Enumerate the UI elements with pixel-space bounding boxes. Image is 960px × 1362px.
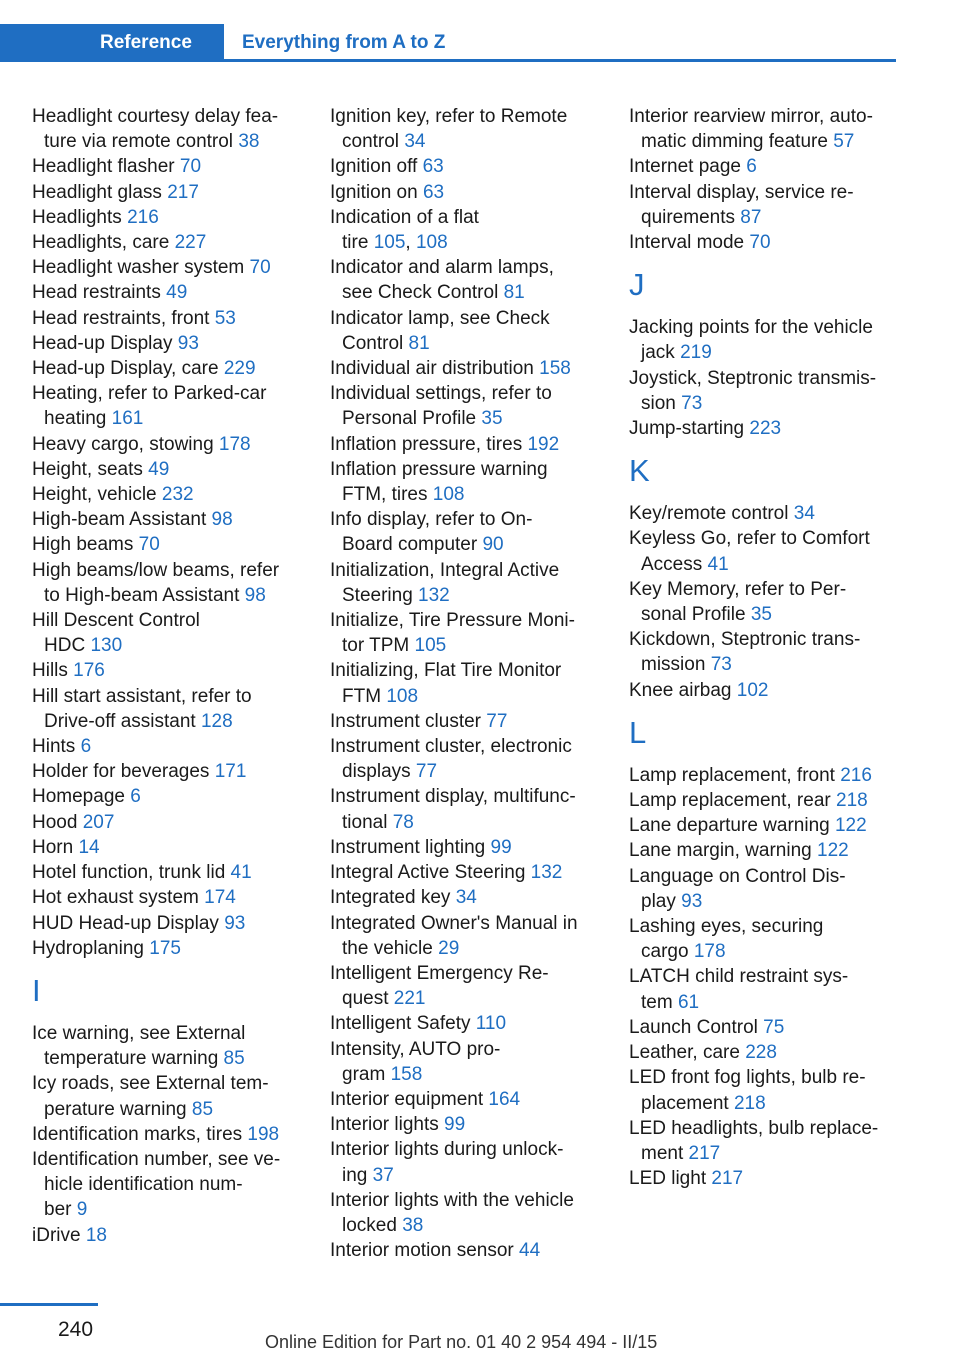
index-entry-term: High beams — [32, 534, 139, 556]
index-entry — [330, 558, 602, 608]
index-entry — [629, 577, 901, 627]
page-reference-link[interactable]: 176 — [73, 660, 105, 682]
page-reference-link[interactable]: 102 — [736, 679, 769, 701]
page-reference-link[interactable]: 81 — [503, 282, 525, 304]
page-reference-link[interactable]: 99 — [490, 836, 512, 858]
page-reference-link[interactable]: 108 — [386, 685, 419, 707]
index-entry-term: HUD Head-up Display — [32, 912, 225, 934]
index-entry — [32, 558, 304, 608]
page-reference-link[interactable]: 93 — [177, 332, 199, 354]
index-entry-term: Interior rearview mirror, auto‐ matic dimming feature — [629, 106, 873, 153]
index-entry-term: Info display, refer to On- Board computer — [330, 509, 533, 556]
page-reference-link[interactable]: 34 — [404, 131, 426, 153]
index-entry-term: High-beam Assistant — [32, 509, 212, 531]
index-entry-term: Leather, care — [629, 1042, 746, 1064]
index-entry-term: LED front fog lights, bulb re‐ placement — [629, 1067, 866, 1114]
index-entry — [629, 230, 901, 255]
page-reference-link[interactable]: 174 — [204, 887, 236, 909]
page-reference-link[interactable]: 130 — [90, 635, 123, 657]
index-entry — [330, 1011, 602, 1036]
page-reference-link[interactable]: 158 — [539, 358, 571, 380]
index-entry-term: Hills — [32, 660, 74, 682]
page-reference-link[interactable]: 53 — [214, 307, 236, 329]
index-entry — [32, 482, 304, 507]
page-reference-link[interactable]: 93 — [681, 890, 703, 912]
page-reference-link[interactable]: 35 — [750, 604, 772, 626]
index-entry-term: Indication of a flat tire — [330, 206, 479, 254]
index-entry-term: Ignition off — [330, 156, 423, 178]
page-reference-link[interactable]: 158 — [390, 1063, 423, 1085]
index-entry — [629, 964, 901, 1014]
index-entry — [330, 860, 602, 885]
page-reference-link[interactable]: 122 — [834, 815, 867, 837]
index-entry-term: Lane margin, warning — [629, 840, 817, 862]
index-entry-term: Hydroplaning — [32, 937, 150, 959]
index-entry-term: Identification number, see ve‐ hicle identification num‐ ber — [32, 1148, 281, 1221]
page-reference-link[interactable]: 70 — [179, 156, 202, 178]
page-reference-link[interactable]: 14 — [78, 836, 100, 858]
index-entry-term: High beams/low beams, refer to High-beam Assistant — [32, 559, 280, 606]
index-entry — [32, 532, 304, 557]
index-entry — [32, 608, 304, 658]
page-reference-link[interactable]: 44 — [519, 1240, 541, 1262]
page-reference-link[interactable]: 219 — [680, 342, 712, 364]
index-entry — [330, 507, 602, 557]
index-entry-term: Integrated Owner's Manual in the vehicle — [330, 912, 578, 959]
index-entry — [32, 684, 304, 734]
index-entry-term: Ice warning, see External temperature warning — [32, 1022, 246, 1070]
index-entry — [32, 784, 304, 809]
index-entry-term: Head restraints, front — [32, 307, 215, 329]
index-entry-term: Headlight washer system — [32, 257, 250, 279]
page-reference-link[interactable]: 87 — [740, 206, 762, 228]
page-reference-link[interactable]: 110 — [475, 1013, 507, 1035]
index-entry — [330, 961, 602, 1011]
page-reference-link[interactable]: 77 — [415, 761, 438, 783]
page-reference-link[interactable]: 175 — [149, 937, 181, 959]
page-reference-link[interactable]: 70 — [249, 257, 271, 279]
index-entry-term: Intelligent Safety — [330, 1013, 476, 1035]
index-entry-term: Hot exhaust system — [32, 887, 205, 909]
header-section-tab — [0, 24, 224, 62]
index-entry — [629, 788, 901, 813]
index-entry-term: Interior equipment — [330, 1088, 489, 1110]
page-reference-link[interactable]: 37 — [372, 1164, 394, 1186]
index-entry — [32, 331, 304, 356]
index-column-2 — [330, 104, 602, 1263]
index-entry — [330, 835, 602, 860]
page-reference-link[interactable]: 9 — [76, 1199, 88, 1221]
page-reference-link[interactable]: 198 — [247, 1123, 280, 1145]
index-entry — [32, 104, 304, 154]
page-reference-link[interactable]: 73 — [710, 654, 732, 676]
page-reference-link[interactable]: 81 — [408, 332, 430, 354]
index-entry-term: Icy roads, see External tem‐ perature warning — [32, 1073, 269, 1120]
index-entry — [32, 180, 304, 205]
page-reference-link[interactable]: 41 — [230, 862, 252, 884]
index-entry — [330, 1087, 602, 1112]
index-entry — [629, 501, 901, 526]
index-entry-term: LED light — [629, 1168, 712, 1190]
index-entry — [629, 104, 901, 154]
index-entry — [629, 180, 901, 230]
page-reference-link[interactable]: 70 — [138, 534, 160, 556]
index-entry — [330, 1037, 602, 1087]
index-letter-heading: I — [32, 972, 41, 1008]
index-entry-term: LATCH child restraint sys‐ tem — [629, 966, 849, 1013]
page-reference-link[interactable]: 132 — [418, 584, 450, 606]
index-entry — [629, 838, 901, 863]
index-entry — [330, 457, 602, 507]
page-reference-link[interactable]: 85 — [223, 1048, 245, 1070]
index-entry — [629, 763, 901, 788]
page-reference-link[interactable]: 70 — [749, 232, 771, 254]
page-reference-link[interactable]: 217 — [688, 1142, 721, 1164]
page-reference-link[interactable]: 105 — [414, 635, 447, 657]
page-reference-link[interactable]: 99 — [444, 1114, 466, 1136]
index-entry — [629, 1040, 901, 1065]
index-entry — [330, 356, 602, 381]
index-entry-term: Lane departure warning — [629, 815, 835, 837]
page-reference-link[interactable]: 161 — [111, 408, 144, 430]
index-entry-term: Lamp replacement, front — [629, 764, 841, 786]
index-entry-term: Kickdown, Steptronic trans‐ mission — [629, 629, 861, 676]
index-entry — [330, 306, 602, 356]
index-entry-term: LED headlights, bulb replace‐ ment — [629, 1117, 879, 1164]
page-reference-link[interactable]: 77 — [486, 710, 508, 732]
page-reference-link[interactable]: 35 — [481, 408, 503, 430]
index-entry — [330, 1238, 602, 1263]
index-entry — [330, 180, 602, 205]
index-entry-term: Language on Control Dis‐ play — [629, 865, 846, 912]
index-entry — [629, 416, 901, 441]
page-reference-link[interactable]: 228 — [745, 1042, 777, 1064]
index-entry — [32, 1223, 304, 1248]
page-reference-link[interactable]: 217 — [711, 1168, 744, 1190]
index-entry — [629, 1015, 901, 1040]
index-entry-term: Instrument lighting — [330, 836, 491, 858]
index-entry-term: Inflation pressure, tires — [330, 433, 528, 455]
index-entry-term: Joystick, Steptronic transmis‐ sion — [629, 367, 877, 414]
index-entry-term: Instrument display, multifunc‐ tional — [330, 786, 576, 833]
index-entry — [32, 759, 304, 784]
page-reference-link[interactable]: 6 — [746, 156, 757, 178]
index-entry-term: Jump-starting — [629, 418, 750, 440]
page-reference-link[interactable]: 38 — [402, 1214, 424, 1236]
page-header — [0, 24, 896, 62]
page-reference-link[interactable]: 218 — [733, 1092, 766, 1114]
page-reference-link[interactable]: 93 — [224, 912, 246, 934]
page-reference-link[interactable]: 108 — [432, 484, 465, 506]
index-letter-heading: J — [629, 267, 645, 303]
index-entry-term: Headlight flasher — [32, 156, 180, 178]
page-reference-link[interactable]: 6 — [80, 736, 92, 758]
index-entry — [32, 734, 304, 759]
index-entry — [32, 280, 304, 305]
index-entry — [330, 432, 602, 457]
index-entry — [629, 366, 901, 416]
index-entry-term: Indicator lamp, see Check Control — [330, 307, 550, 354]
page-reference-link[interactable]: 75 — [763, 1016, 785, 1038]
index-entry — [629, 154, 901, 179]
index-entry — [330, 381, 602, 431]
page-reference-link[interactable]: 73 — [681, 392, 703, 414]
edition-note: Online Edition for Part no. 01 40 2 954 494 - II/15 — [265, 1332, 658, 1352]
index-entry-term: Heating, refer to Parked-car heating — [32, 383, 267, 430]
index-entry — [629, 526, 901, 576]
page-reference-link[interactable]: 90 — [482, 534, 504, 556]
page-reference-link[interactable]: 6 — [130, 786, 141, 808]
index-entry — [32, 1122, 304, 1147]
page-reference-link[interactable]: 85 — [191, 1098, 214, 1120]
index-entry — [32, 860, 304, 885]
page-reference-link[interactable]: 34 — [455, 887, 477, 909]
index-entry-term: Interior lights with the vehicle locked — [330, 1189, 574, 1236]
page-reference-link[interactable]: 178 — [218, 433, 251, 455]
index-entry-term: Launch Control — [629, 1016, 764, 1038]
index-entry — [330, 709, 602, 734]
page-reference-link[interactable]: 164 — [488, 1088, 521, 1110]
page-reference-link[interactable]: 132 — [530, 862, 563, 884]
index-entry-term: Interval display, service re‐ quirements — [629, 181, 854, 228]
header-section-label: Reference — [100, 32, 192, 53]
index-entry — [629, 813, 901, 838]
page-reference-link[interactable]: 216 — [840, 764, 872, 786]
page-reference-link[interactable]: 232 — [161, 484, 194, 506]
index-entry — [32, 1147, 304, 1223]
index-entry-term: Headlight glass — [32, 181, 168, 203]
index-entry — [32, 835, 304, 860]
index-entry — [32, 255, 304, 280]
page-reference-link[interactable]: 41 — [707, 553, 729, 575]
index-entry — [32, 381, 304, 431]
page-reference-link[interactable]: 61 — [677, 991, 700, 1013]
index-entry-term: Individual air distribution — [330, 358, 540, 380]
index-entry — [330, 734, 602, 784]
index-entry-term: Headlight courtesy delay fea‐ ture via remote control — [32, 106, 279, 153]
index-entry-term: Inflation pressure warning FTM, tires — [330, 458, 548, 506]
index-entry — [32, 205, 304, 230]
index-letter-heading: L — [629, 714, 647, 750]
index-entry — [629, 864, 901, 914]
index-entry-term: Indicator and alarm lamps, see Check Control — [330, 257, 554, 304]
index-entry — [32, 1021, 304, 1071]
index-entry — [32, 230, 304, 255]
index-entry-term: Instrument cluster — [330, 710, 487, 732]
header-title: Everything from A to Z — [242, 32, 446, 53]
index-entry-term: Interior lights — [330, 1114, 445, 1136]
index-entry — [330, 658, 602, 708]
index-entry-term: Heavy cargo, stowing — [32, 433, 219, 455]
index-entry-term: Individual settings, refer to Personal Profile — [330, 383, 552, 430]
index-entry — [32, 457, 304, 482]
index-entry-term: Lashing eyes, securing cargo — [629, 916, 824, 963]
page-reference-link[interactable]: 57 — [833, 131, 855, 153]
page-reference-link[interactable]: 34 — [793, 503, 815, 525]
index-entry-term: Key/remote control — [629, 503, 794, 525]
index-entry — [330, 608, 602, 658]
index-entry-term: iDrive — [32, 1224, 86, 1246]
index-entry-term: Hotel function, trunk lid — [32, 862, 231, 884]
page-reference-link[interactable]: 29 — [438, 937, 460, 959]
index-entry — [629, 315, 901, 365]
page-reference-link[interactable]: 63 — [422, 156, 444, 178]
index-entry-term: Head restraints — [32, 282, 167, 304]
index-entry-term: Intensity, AUTO pro‐ gram — [330, 1038, 501, 1085]
index-entry — [32, 356, 304, 381]
index-entry — [330, 255, 602, 305]
index-entry-term: Initialize, Tire Pressure Moni‐ tor TPM — [330, 610, 575, 657]
index-entry-term: Integrated key — [330, 887, 456, 909]
index-entry-term: Instrument cluster, electronic displays — [330, 736, 572, 783]
page-reference-link[interactable]: 217 — [167, 181, 199, 203]
index-entry-term: Ignition on — [330, 181, 423, 203]
index-entry — [32, 885, 304, 910]
page-reference-link[interactable]: 192 — [527, 433, 560, 455]
index-entry-term: Hood — [32, 811, 83, 833]
page-reference-link[interactable]: 98 — [244, 584, 266, 606]
index-letter-heading: K — [629, 453, 650, 489]
footer-rule — [0, 1303, 98, 1306]
index-entry — [32, 658, 304, 683]
page-reference-link[interactable]: 229 — [223, 358, 256, 380]
index-entry — [330, 885, 602, 910]
index-entry — [330, 1188, 602, 1238]
index-entry — [32, 936, 304, 961]
index-entry-term: Initializing, Flat Tire Monitor FTM — [330, 660, 562, 707]
index-entry — [629, 678, 901, 703]
header-rule — [224, 59, 896, 62]
page-reference-link[interactable]: 98 — [211, 509, 233, 531]
index-entry-term: Ignition key, refer to Remote control — [330, 106, 568, 153]
page-reference-link[interactable]: 49 — [148, 458, 170, 480]
index-entry-term: Holder for beverages — [32, 761, 215, 783]
index-entry-term: Internet page — [629, 156, 747, 178]
index-entry-term: Knee airbag — [629, 679, 737, 701]
index-entry-term: Integral Active Steering — [330, 862, 531, 884]
index-entry — [629, 1116, 901, 1166]
page-reference-link[interactable]: 122 — [817, 840, 849, 862]
index-entry-term: Homepage — [32, 786, 131, 808]
index-entry-term: Intelligent Emergency Re‐ quest — [330, 962, 549, 1010]
index-entry-term: Hints — [32, 736, 81, 758]
index-entry-term: Head-up Display — [32, 332, 178, 354]
index-entry-term: Interval mode — [629, 232, 750, 254]
index-entry — [330, 154, 602, 179]
index-entry — [330, 104, 602, 154]
index-entry-term: Jacking points for the vehicle jack — [629, 317, 873, 364]
page-reference-link[interactable]: 78 — [392, 811, 414, 833]
index-entry — [330, 911, 602, 961]
page-reference-link[interactable]: 63 — [422, 181, 445, 203]
index-entry-term: Key Memory, refer to Per‐ sonal Profile — [629, 578, 847, 626]
index-entry — [32, 810, 304, 835]
index-column-3 — [629, 104, 901, 1191]
page-reference-link[interactable]: 221 — [393, 988, 426, 1010]
index-entry-term: Headlights, care — [32, 232, 175, 254]
index-entry — [32, 154, 304, 179]
index-column-1 — [32, 104, 304, 1248]
index-entry-term: Keyless Go, refer to Comfort Access — [629, 528, 870, 575]
index-entry — [330, 1112, 602, 1137]
index-entry — [330, 1137, 602, 1187]
page-reference-link[interactable]: 178 — [693, 941, 726, 963]
index-entry-term: Height, vehicle — [32, 484, 162, 506]
page-reference-link[interactable]: 223 — [749, 418, 782, 440]
index-entry-term: Identification marks, tires — [32, 1123, 248, 1145]
page-reference-link[interactable]: 171 — [214, 761, 247, 783]
index-entry-term: Interior lights during unlock‐ ing — [330, 1139, 564, 1186]
page-reference-link[interactable]: 216 — [127, 206, 159, 228]
index-entry — [32, 1071, 304, 1121]
index-entry: Indication of a flat tire 105, 108 — [330, 206, 479, 254]
page-reference-link[interactable]: 207 — [82, 811, 115, 833]
page-reference-link[interactable]: 105 — [373, 232, 406, 254]
index-entry — [32, 911, 304, 936]
page-number: 240 — [58, 1318, 94, 1341]
index-entry — [330, 784, 602, 834]
page-reference-link[interactable]: 128 — [200, 710, 233, 732]
index-entry-term: Headlights — [32, 206, 128, 228]
index-entry-term: Head-up Display, care — [32, 358, 224, 380]
page-reference-link[interactable]: 18 — [85, 1224, 107, 1246]
page-reference-link[interactable]: 108 — [415, 232, 448, 254]
page-reference-link[interactable]: 38 — [238, 131, 260, 153]
index-entry-term: Hill Descent Control HDC — [32, 610, 200, 657]
index-entry — [629, 1065, 901, 1115]
page-reference-link[interactable]: 49 — [166, 282, 188, 304]
index-entry — [32, 507, 304, 532]
index-entry — [629, 914, 901, 964]
index-entry-term: Interior motion sensor — [330, 1240, 520, 1262]
index-entry-term: Lamp replacement, rear — [629, 790, 836, 812]
page-reference-link[interactable]: 227 — [174, 232, 207, 254]
index-entry — [629, 1166, 901, 1191]
index-entry-term: Initialization, Integral Active Steering — [330, 559, 560, 606]
index-entry — [32, 432, 304, 457]
index-entry — [629, 627, 901, 677]
index-entry-term: Hill start assistant, refer to Drive-off assistant — [32, 685, 252, 732]
index-entry-term: Horn — [32, 836, 79, 858]
page-reference-link[interactable]: 218 — [836, 790, 868, 812]
index-entry — [32, 306, 304, 331]
index-entry-term: Height, seats — [32, 458, 149, 480]
